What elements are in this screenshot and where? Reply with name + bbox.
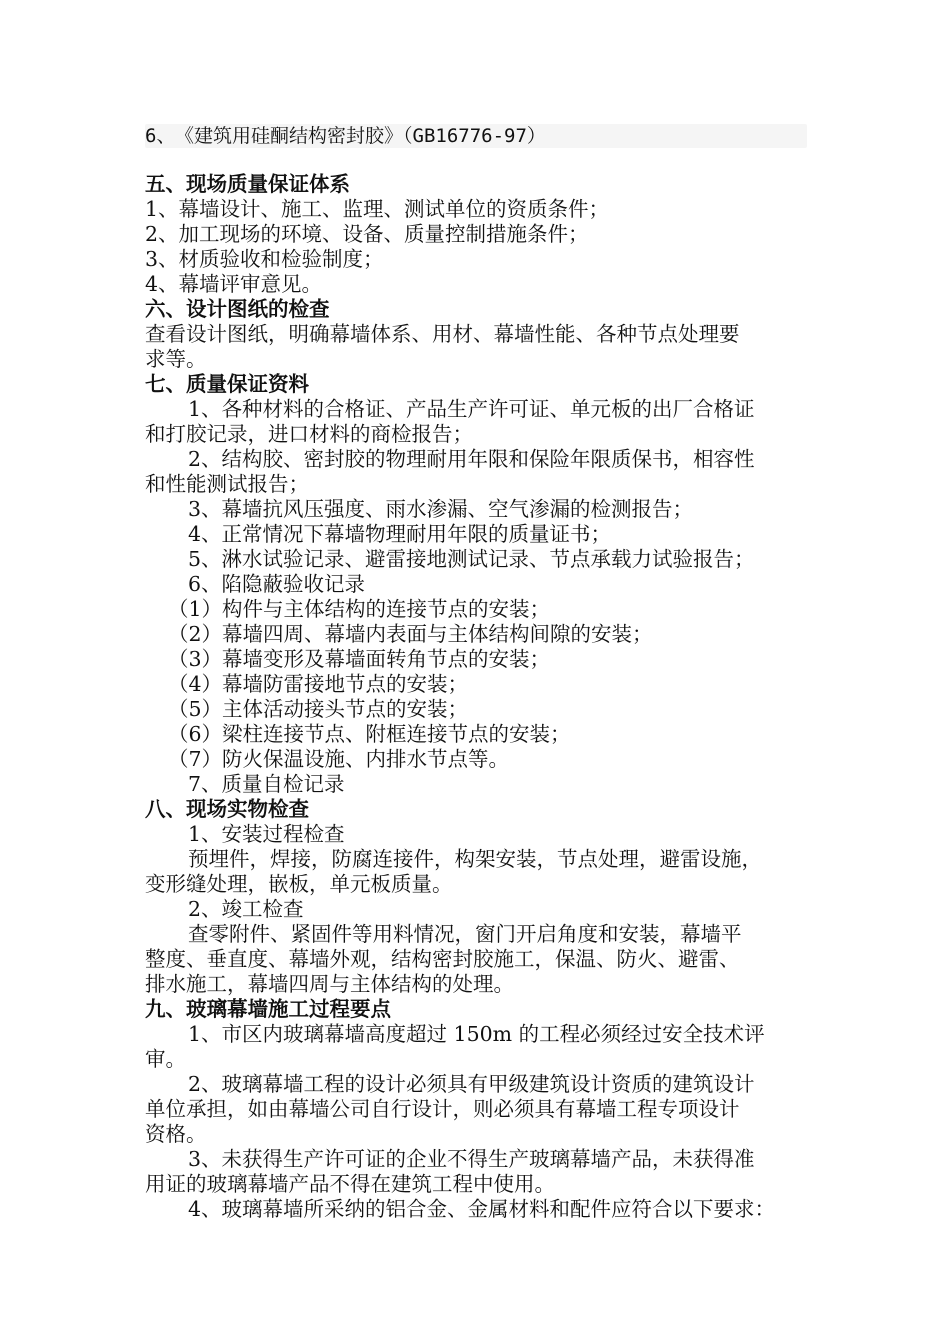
list-item: 2、玻璃幕墙工程的设计必须具有甲级建筑设计资质的建筑设计 [188,1072,755,1096]
sub-list-item: （7）防火保温设施、内排水节点等。 [168,747,510,771]
sub-list-item: （4）幕墙防雷接地节点的安装； [168,672,469,696]
paragraph-line: 资格。 [145,1122,207,1146]
section-heading-6: 六、设计图纸的检查 [145,297,330,321]
paragraph-line: 审。 [145,1047,186,1071]
list-item: 7、质量自检记录 [188,772,345,796]
section-heading-5: 五、现场质量保证体系 [145,172,350,196]
paragraph-line: 变形缝处理，嵌板，单元板质量。 [145,872,453,896]
top-item-text: 《建筑用硅酮结构密封胶》（GB16776-97） [175,125,546,147]
list-item: 1、市区内玻璃幕墙高度超过 150m 的工程必须经过安全技术评 [188,1022,765,1046]
sub-list-item: （2）幕墙四周、幕墙内表面与主体结构间隙的安装； [168,622,653,646]
sub-list-item: （6）梁柱连接节点、附框连接节点的安装； [168,722,571,746]
list-item: 4、玻璃幕墙所采纳的铝合金、金属材料和配件应符合以下要求： [188,1197,776,1221]
paragraph-line: 排水施工，幕墙四周与主体结构的处理。 [145,972,514,996]
list-item: 4、幕墙评审意见。 [145,272,323,296]
list-item: 1、安装过程检查 [188,822,345,846]
list-item: 2、竣工检查 [188,897,304,921]
paragraph-line: 用证的玻璃幕墙产品不得在建筑工程中使用。 [145,1172,555,1196]
paragraph-line: 求等。 [145,347,207,371]
paragraph-line: 查零附件、紧固件等用料情况，窗门开启角度和安装，幕墙平 [188,922,742,946]
paragraph-line: 整度、垂直度、幕墙外观，结构密封胶施工，保温、防火、避雷、 [145,947,740,971]
sub-list-item: （1）构件与主体结构的连接节点的安装； [168,597,551,621]
top-item-number: 6、 [145,125,176,147]
paragraph-line: 单位承担，如由幕墙公司自行设计，则必须具有幕墙工程专项设计 [145,1097,740,1121]
list-item: 3、未获得生产许可证的企业不得生产玻璃幕墙产品，未获得准 [188,1147,755,1171]
list-item: 1、幕墙设计、施工、监理、测试单位的资质条件； [145,197,610,221]
sub-list-item: （5）主体活动接头节点的安装； [168,697,469,721]
section-heading-7: 七、质量保证资料 [145,372,309,396]
section-heading-9: 九、玻璃幕墙施工过程要点 [145,997,391,1021]
paragraph-line: 和性能测试报告； [145,472,309,496]
paragraph-line: 和打胶记录，进口材料的商检报告； [145,422,473,446]
list-item: 3、幕墙抗风压强度、雨水渗漏、空气渗漏的检测报告； [188,497,694,521]
paragraph-line: 查看设计图纸，明确幕墙体系、用材、幕墙性能、各种节点处理要 [145,322,740,346]
list-item: 3、材质验收和检验制度； [145,247,384,271]
list-item: 2、加工现场的环境、设备、质量控制措施条件； [145,222,589,246]
paragraph-line: 预埋件，焊接，防腐连接件，构架安装，节点处理，避雷设施， [188,847,762,871]
top-list-item [145,124,807,148]
list-item: 1、各种材料的合格证、产品生产许可证、单元板的出厂合格证 [188,397,755,421]
list-item: 5、淋水试验记录、避雷接地测试记录、节点承载力试验报告； [188,547,755,571]
list-item: 2、结构胶、密封胶的物理耐用年限和保险年限质保书，相容性 [188,447,755,471]
list-item: 6、陷隐蔽验收记录 [188,572,366,596]
sub-list-item: （3）幕墙变形及幕墙面转角节点的安装； [168,647,551,671]
list-item: 4、正常情况下幕墙物理耐用年限的质量证书； [188,522,612,546]
section-heading-8: 八、现场实物检查 [145,797,309,821]
